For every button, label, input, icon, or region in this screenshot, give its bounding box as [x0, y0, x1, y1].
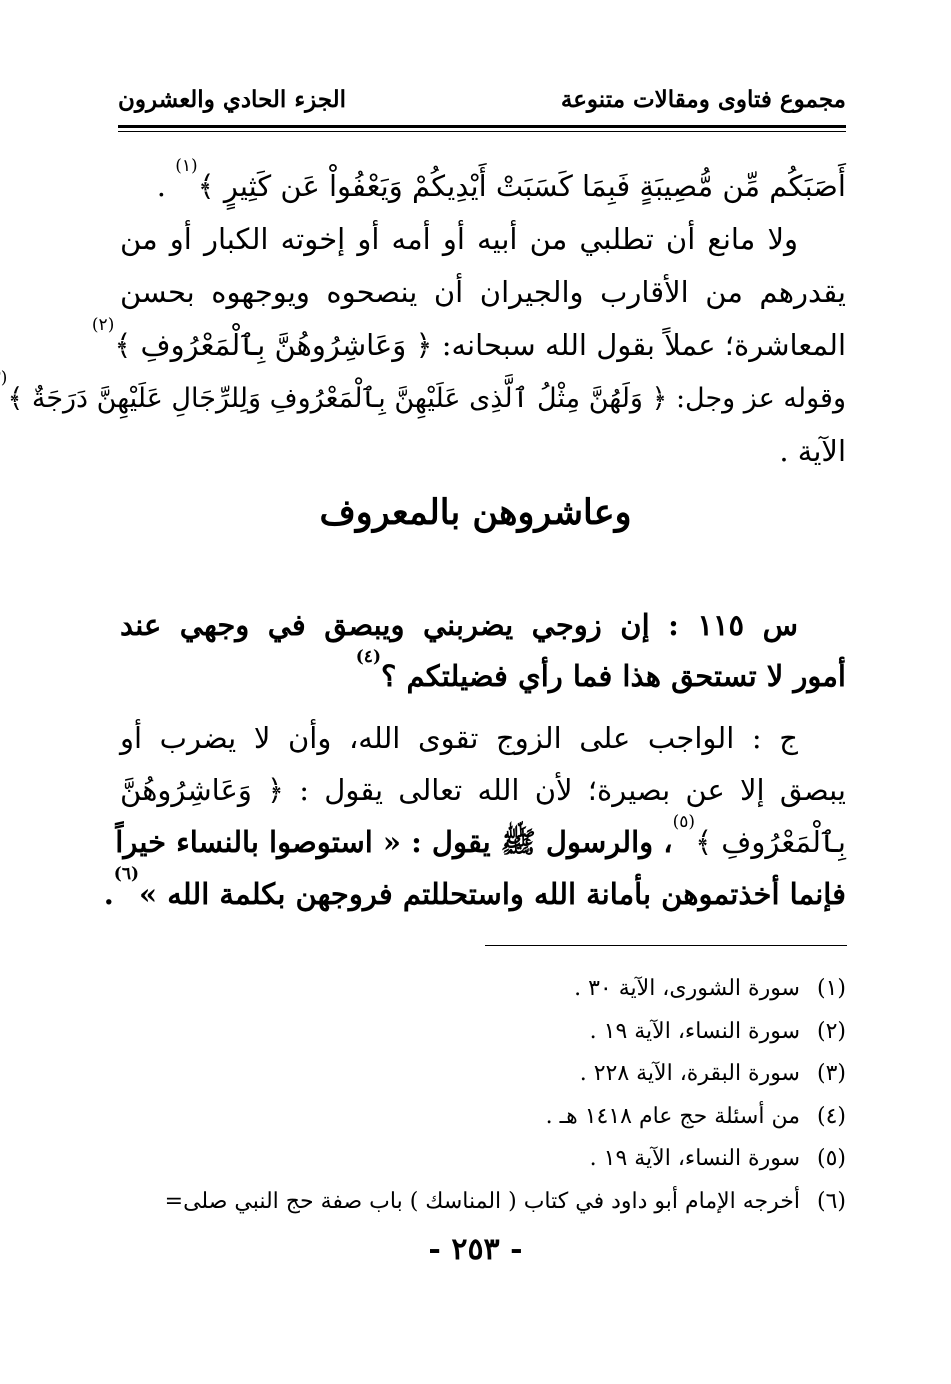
- footnote-number: (٤): [816, 1103, 846, 1129]
- footnotes: [110, 968, 846, 1223]
- footnote-item: [110, 1053, 846, 1096]
- footnote-ref: (١): [175, 156, 198, 176]
- answer-line: ج : الواجب على الزوج تقوى الله، وأن لا يضرب أو: [120, 721, 798, 755]
- question-line: أمور لا تستحق هذا فما رأي فضيلتكم ؟$^{(٤)}$: [355, 647, 846, 693]
- footnote-text: سورة النساء، الآية ١٩ .: [589, 1146, 800, 1171]
- intro-line: يقدرهم من الأقارب والجيران أن ينصحوه ويوجهوه بحسن: [120, 275, 846, 309]
- answer-line: يبصق إلا عن بصيرة؛ لأن الله تعالى يقول : ﴿ وَعَاشِرُوهُنَّ: [120, 773, 846, 807]
- footnote-text: أخرجه الإمام أبو داود في كتاب ( المناسك ) باب صفة حج النبي صلى=: [164, 1188, 800, 1214]
- footnote-text: سورة النساء، الآية ١٩ .: [589, 1018, 800, 1044]
- intro-line: وقوله عز وجل: ﴿ وَلَهُنَّ مِثْلُ ٱلَّذِى عَلَيْهِنَّ بِٱلْمَعْرُوفِ وَلِلرِّجَالِ عَلَيْهِنَّ دَرَجَةٌ ﴾(: [120, 372, 846, 425]
- footnote-text: سورة الشورى، الآية ٣٠ .: [574, 976, 800, 1001]
- book-title: مجموع فتاوى ومقالات متنوعة: [560, 86, 846, 113]
- question-block: [120, 600, 846, 702]
- answer-block: [103, 712, 846, 920]
- footnote-number: (٣): [816, 1061, 846, 1086]
- intro-line: ولا مانع أن تطلبي من أبيه أو أمه أو إخوته الكبار أو من: [120, 222, 798, 256]
- header-rule-thin: [118, 131, 846, 132]
- header-rule-thick: [118, 125, 846, 128]
- footnote-item: [110, 1181, 846, 1224]
- footnote-item: [110, 968, 846, 1011]
- footnote-number: (١): [816, 976, 846, 1001]
- intro-line: الآية .: [779, 434, 846, 468]
- footnote-ref: (٥): [672, 812, 696, 832]
- footnote-text: سورة البقرة، الآية ٢٢٨ .: [579, 1061, 800, 1086]
- footnote-item: [110, 1138, 846, 1181]
- footnote-item: [110, 1011, 846, 1054]
- section-heading: وعاشروهن بالمعروف: [319, 492, 632, 533]
- question-line: س ١١٥ : إن زوجي يضربني ويبصق في وجهي عند: [120, 608, 798, 642]
- footnote-ref: (٤): [355, 647, 381, 667]
- footnote-ref: (٦): [113, 864, 140, 884]
- footnote-ref: (: [0, 368, 8, 388]
- intro-paragraph: [0, 156, 846, 478]
- footnote-item: [110, 1096, 846, 1139]
- intro-line: أَصَبَكُم مِّن مُّصِيبَةٍ فَبِمَا كَسَبَتْ أَيْدِيكُمْ وَيَعْفُواْ عَن كَثِيرٍ ﴾$^{(١)}$ .: [156, 156, 846, 203]
- footnote-number: (٢): [816, 1018, 846, 1044]
- volume-title: الجزء الحادي والعشرون: [118, 86, 347, 113]
- footnote-separator: [485, 945, 847, 946]
- footnote-number: (٦): [816, 1188, 846, 1214]
- footnote-number: (٥): [816, 1146, 846, 1171]
- running-header: [118, 86, 846, 122]
- answer-line: فإنما أخذتموهن بأمانة الله واستحللتم فروجهن بكلمة الله »$^{(٦)}$.: [103, 864, 846, 911]
- footnote-ref: (٢): [91, 315, 115, 335]
- answer-line: بِٱلْمَعْرُوفِ ﴾$^{(٥)}$، والرسول ﷺ يقول : « استوصوا بالنساء خيراً: [115, 812, 846, 859]
- page-number: - ٢٥٣ -: [428, 1232, 523, 1267]
- intro-line: المعاشرة؛ عملاً بقول الله سبحانه: ﴿ وَعَاشِرُوهُنَّ بِٱلْمَعْرُوفِ ﴾$^{(٢)}$: [91, 315, 846, 362]
- footnote-text: من أسئلة حج عام ١٤١٨ هـ .: [545, 1103, 800, 1129]
